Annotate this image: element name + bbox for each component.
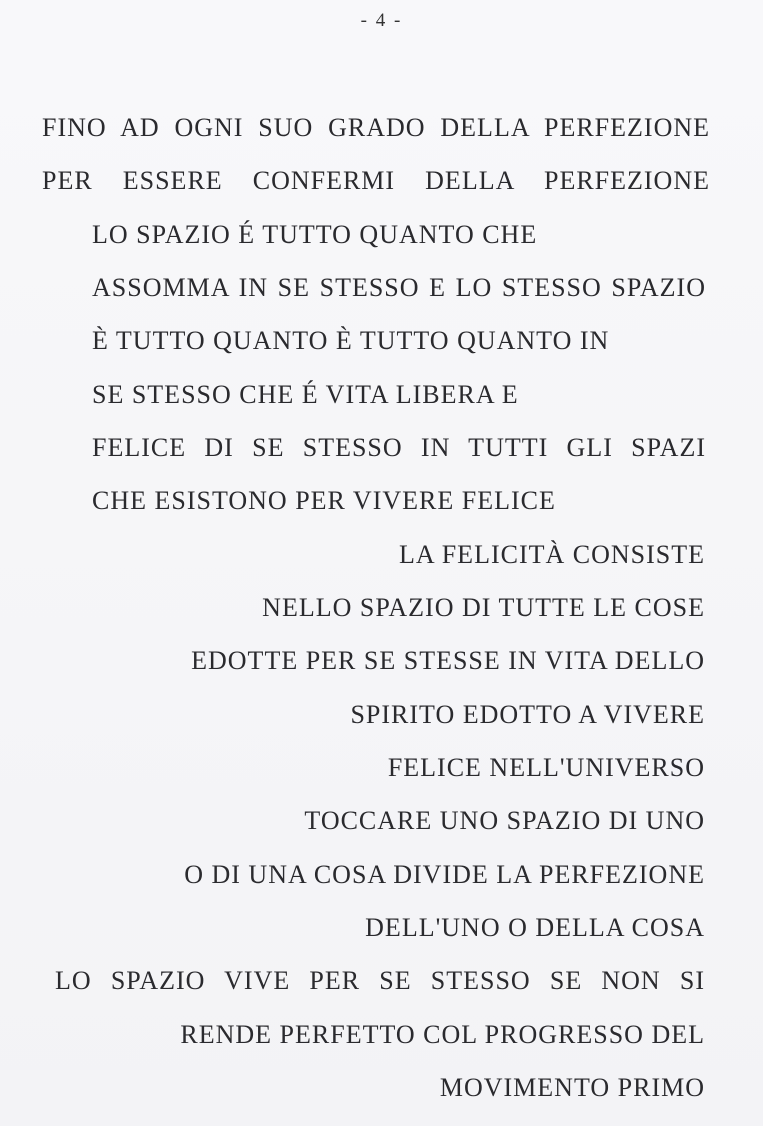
text-line: O DI UNA COSA DIVIDE LA PERFEZIONE [184, 860, 705, 889]
text-line: LO SPAZIO VIVE PER SE STESSO SE NON SI [55, 966, 705, 995]
text-line: NELLO SPAZIO DI TUTTE LE COSE [262, 593, 705, 622]
text-line: FELICE NELL'UNIVERSO [387, 753, 705, 782]
text-line: ASSOMMA IN SE STESSO E LO STESSO SPAZIO [92, 273, 706, 302]
text-line: DELL'UNO O DELLA COSA [365, 913, 705, 942]
page-number: - 4 - [360, 10, 403, 31]
text-line: RENDE PERFETTO COL PROGRESSO DEL [180, 1020, 705, 1049]
text-line: SPIRITO EDOTTO A VIVERE [350, 700, 705, 729]
text-line: CHE ESISTONO PER VIVERE FELICE [92, 486, 556, 515]
text-line: FINO AD OGNI SUO GRADO DELLA PERFEZIONE [42, 113, 710, 142]
text-line: LA FELICITÀ CONSISTE [399, 540, 705, 569]
text-line: MOVIMENTO PRIMO [439, 1073, 705, 1102]
text-line: FELICE DI SE STESSO IN TUTTI GLI SPAZI [92, 433, 706, 462]
text-line: LO SPAZIO É TUTTO QUANTO CHE [92, 220, 538, 249]
text-line: TOCCARE UNO SPAZIO DI UNO [304, 806, 705, 835]
text-line: PER ESSERE CONFERMI DELLA PERFEZIONE [42, 166, 710, 195]
text-line: EDOTTE PER SE STESSE IN VITA DELLO [191, 646, 705, 675]
text-line: È TUTTO QUANTO È TUTTO QUANTO IN [92, 326, 610, 355]
text-line: SE STESSO CHE É VITA LIBERA E [92, 380, 519, 409]
